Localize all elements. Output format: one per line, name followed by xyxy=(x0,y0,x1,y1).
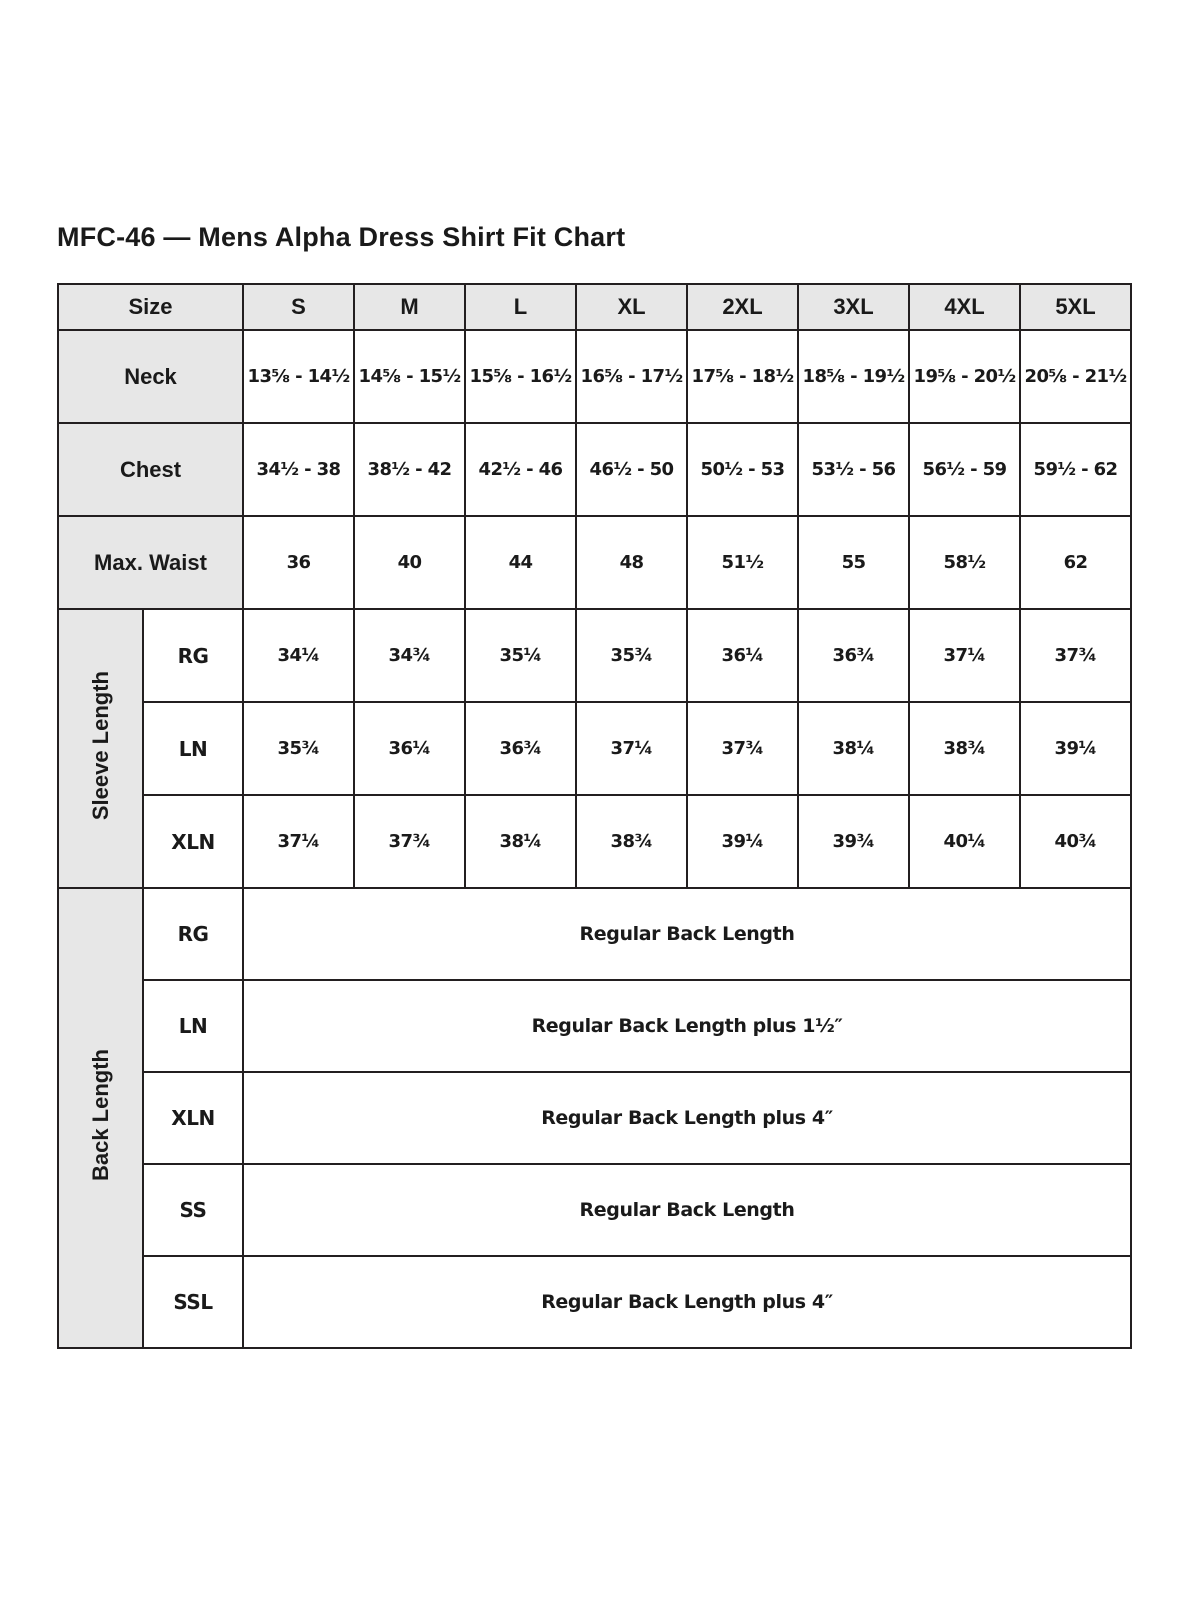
table-cell: 58½ xyxy=(909,516,1020,609)
table-cell: 37¾ xyxy=(354,795,465,888)
table-cell: 59½ - 62 xyxy=(1020,423,1131,516)
table-cell: 36¾ xyxy=(798,609,909,702)
table-cell: 38½ - 42 xyxy=(354,423,465,516)
fit-chart-table xyxy=(57,283,1132,1349)
table-cell: 35¼ xyxy=(465,609,576,702)
neck-label: Neck xyxy=(58,330,243,423)
table-cell: 46½ - 50 xyxy=(576,423,687,516)
table-cell: 38¾ xyxy=(576,795,687,888)
chest-label: Chest xyxy=(58,423,243,516)
sleeve-rg-label: RG xyxy=(143,609,243,702)
table-cell: 19⅝ - 20½ xyxy=(909,330,1020,423)
table-cell: 40 xyxy=(354,516,465,609)
sleeve-xln-label: XLN xyxy=(143,795,243,888)
table-cell: 40¾ xyxy=(1020,795,1131,888)
back-xln-value: Regular Back Length plus 4″ xyxy=(243,1072,1131,1164)
table-cell: 34¾ xyxy=(354,609,465,702)
table-cell: 56½ - 59 xyxy=(909,423,1020,516)
table-cell: 35¾ xyxy=(576,609,687,702)
table-cell: 38¾ xyxy=(909,702,1020,795)
back-rg-label: RG xyxy=(143,888,243,980)
table-cell: 37¼ xyxy=(909,609,1020,702)
column-header-m: M xyxy=(354,284,465,330)
sleeve-ln-row xyxy=(58,702,1131,795)
table-cell: 53½ - 56 xyxy=(798,423,909,516)
table-cell: 44 xyxy=(465,516,576,609)
back-ssl-label: SSL xyxy=(143,1256,243,1348)
back-rg-value: Regular Back Length xyxy=(243,888,1131,980)
table-cell: 18⅝ - 19½ xyxy=(798,330,909,423)
table-cell: 37¾ xyxy=(687,702,798,795)
size-header: Size xyxy=(58,284,243,330)
neck-row xyxy=(58,330,1131,423)
table-cell: 42½ - 46 xyxy=(465,423,576,516)
table-cell: 38¼ xyxy=(465,795,576,888)
table-cell: 14⅝ - 15½ xyxy=(354,330,465,423)
back-xln-label: XLN xyxy=(143,1072,243,1164)
column-header-4xl: 4XL xyxy=(909,284,1020,330)
waist-label: Max. Waist xyxy=(58,516,243,609)
table-cell: 20⅝ - 21½ xyxy=(1020,330,1131,423)
column-header-l: L xyxy=(465,284,576,330)
sleeve-ln-label: LN xyxy=(143,702,243,795)
sleeve-xln-row xyxy=(58,795,1131,888)
table-cell: 55 xyxy=(798,516,909,609)
table-cell: 37¼ xyxy=(243,795,354,888)
table-cell: 13⅝ - 14½ xyxy=(243,330,354,423)
table-cell: 39¼ xyxy=(687,795,798,888)
waist-row xyxy=(58,516,1131,609)
chest-row xyxy=(58,423,1131,516)
table-cell: 15⅝ - 16½ xyxy=(465,330,576,423)
table-cell: 37¼ xyxy=(576,702,687,795)
column-header-3xl: 3XL xyxy=(798,284,909,330)
back-ss-row xyxy=(58,1164,1131,1256)
table-cell: 39¼ xyxy=(1020,702,1131,795)
back-length-group-label: Back Length xyxy=(58,888,143,1348)
back-rg-row xyxy=(58,888,1131,980)
table-cell: 34¼ xyxy=(243,609,354,702)
sleeve-length-group-label: Sleeve Length xyxy=(58,609,143,888)
back-ln-label: LN xyxy=(143,980,243,1072)
table-cell: 36¾ xyxy=(465,702,576,795)
table-cell: 40¼ xyxy=(909,795,1020,888)
back-ssl-value: Regular Back Length plus 4″ xyxy=(243,1256,1131,1348)
column-header-5xl: 5XL xyxy=(1020,284,1131,330)
back-ssl-row xyxy=(58,1256,1131,1348)
table-cell: 51½ xyxy=(687,516,798,609)
table-cell: 37¾ xyxy=(1020,609,1131,702)
back-ln-value: Regular Back Length plus 1½″ xyxy=(243,980,1131,1072)
table-cell: 62 xyxy=(1020,516,1131,609)
table-cell: 35¾ xyxy=(243,702,354,795)
table-cell: 38¼ xyxy=(798,702,909,795)
back-ss-value: Regular Back Length xyxy=(243,1164,1131,1256)
table-cell: 50½ - 53 xyxy=(687,423,798,516)
column-header-s: S xyxy=(243,284,354,330)
table-cell: 48 xyxy=(576,516,687,609)
table-cell: 39¾ xyxy=(798,795,909,888)
table-cell: 17⅝ - 18½ xyxy=(687,330,798,423)
back-ln-row xyxy=(58,980,1131,1072)
back-ss-label: SS xyxy=(143,1164,243,1256)
table-cell: 16⅝ - 17½ xyxy=(576,330,687,423)
table-cell: 34½ - 38 xyxy=(243,423,354,516)
column-header-2xl: 2XL xyxy=(687,284,798,330)
header-row xyxy=(58,284,1131,330)
page-title: MFC-46 — Mens Alpha Dress Shirt Fit Chart xyxy=(57,222,626,252)
back-xln-row xyxy=(58,1072,1131,1164)
table-cell: 36 xyxy=(243,516,354,609)
sleeve-rg-row xyxy=(58,609,1131,702)
table-cell: 36¼ xyxy=(354,702,465,795)
table-cell: 36¼ xyxy=(687,609,798,702)
column-header-xl: XL xyxy=(576,284,687,330)
